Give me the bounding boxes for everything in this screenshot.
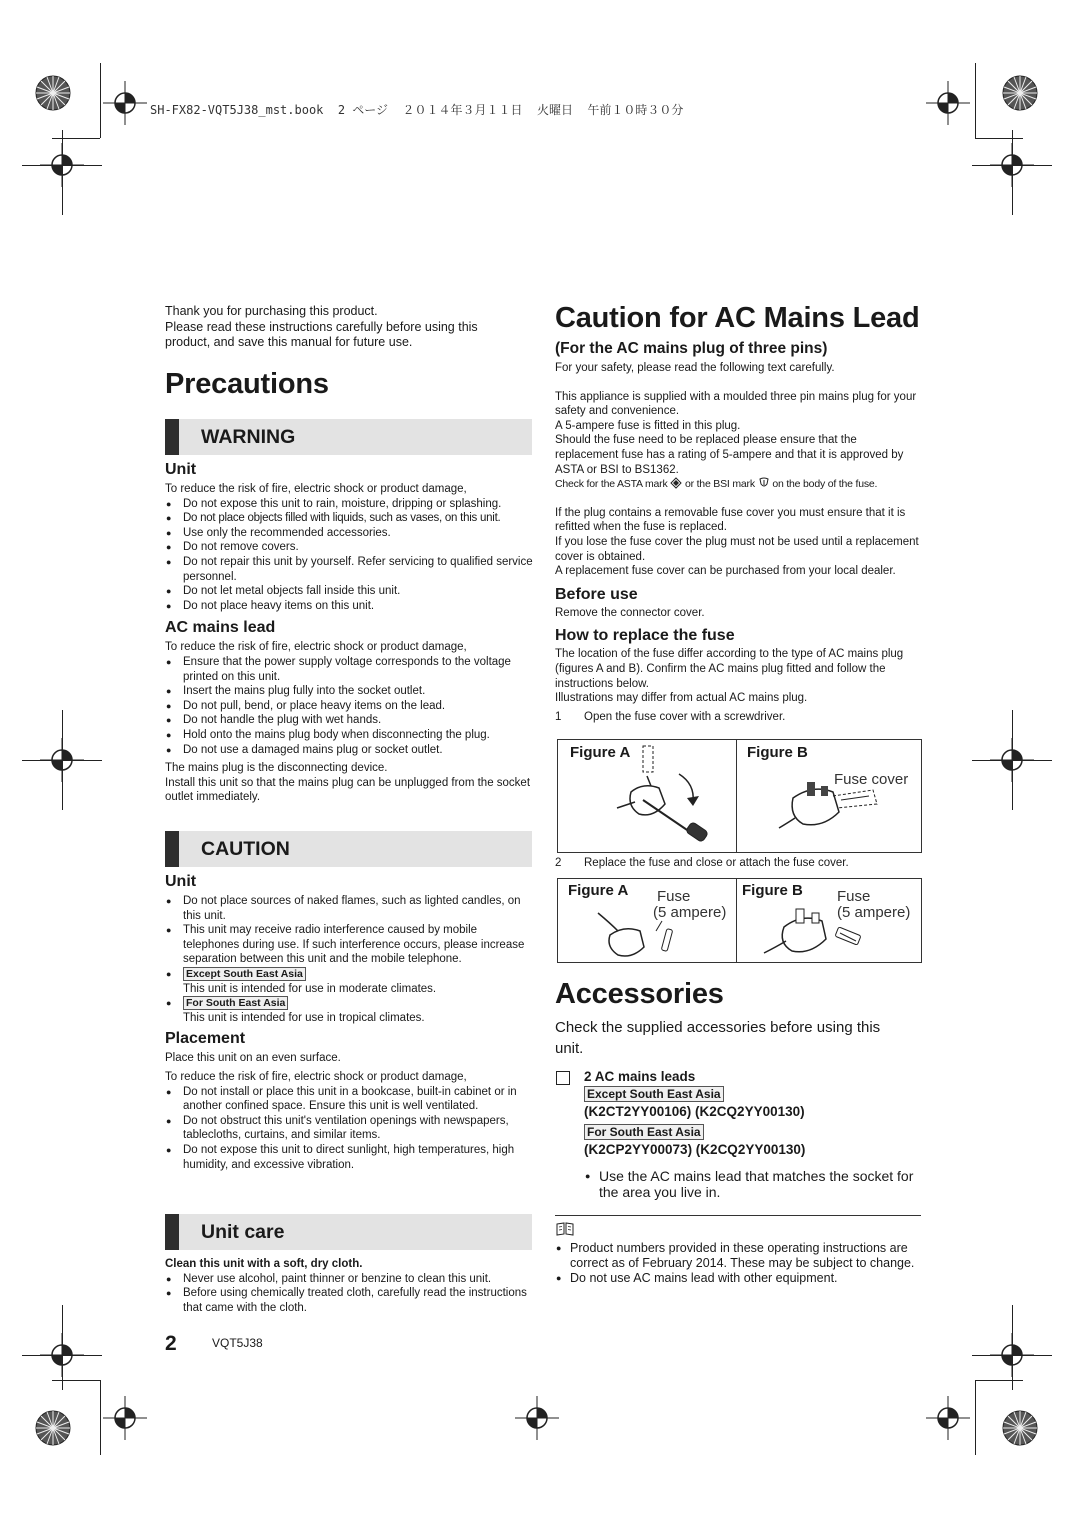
- list-item: ● Do not place sources of naked flames, such as lighted candles, on this unit.: [165, 894, 533, 923]
- list-item: ● Do not place objects filled with liquids, such as vases, on this unit.: [165, 511, 533, 526]
- list-item: ● Do not use AC mains lead with other equipment.: [555, 1271, 923, 1286]
- caution-ac-subtitle: (For the AC mains plug of three pins): [555, 340, 828, 357]
- fuse-label: Fuse: [837, 888, 871, 905]
- region-tag: For South East Asia: [183, 996, 288, 1010]
- warning-unit-lead: To reduce the risk of fire, electric shock or product damage,: [165, 483, 467, 495]
- climate-text: This unit is intended for use in moderate climates.: [183, 982, 437, 995]
- illustrations-note: Illustrations may differ from actual AC mains plug.: [555, 692, 808, 705]
- region-tag: For South East Asia: [584, 1124, 704, 1140]
- warning-band: [165, 419, 532, 455]
- step-number: 2: [555, 857, 562, 869]
- precautions-title: Precautions: [165, 368, 329, 400]
- replace-text: The location of the fuse differ according to the type of AC mains plug (figures A and B). Confirm the AC mains plug fitted and follow the instructions below.: [555, 648, 904, 690]
- figure-a-title: Figure A: [568, 882, 629, 899]
- ac-paragraph: A 5-ampere fuse is fitted in this plug.: [555, 419, 741, 432]
- list-item: ● Use only the recommended accessories.: [165, 526, 533, 541]
- check-text: or the BSI mark: [684, 478, 755, 491]
- placement-lead: To reduce the risk of fire, electric shock or product damage,: [165, 1070, 467, 1083]
- check-text: Check for the ASTA mark: [555, 478, 668, 491]
- step-2: [555, 856, 921, 871]
- list-item: ● Insert the mains plug fully into the socket outlet.: [165, 684, 533, 699]
- book-note-icon: [556, 1222, 574, 1236]
- safety-line: For your safety, please read the following text carefully.: [555, 362, 835, 374]
- warning-unit-list: [165, 497, 533, 614]
- step-number: 1: [555, 710, 562, 723]
- fuse-cover-label: Fuse cover: [834, 771, 909, 788]
- list-item: ● Do not place heavy items on this unit.: [165, 599, 533, 614]
- caution-band: [165, 831, 532, 867]
- ac-paragraph: If you lose the fuse cover the plug must not be used until a replacement cover is obtained.: [555, 535, 919, 563]
- caution-label: CAUTION: [201, 838, 290, 860]
- replace-fuse-heading: How to replace the fuse: [555, 627, 735, 645]
- ac-lead-lead: To reduce the risk of fire, electric shock or product damage,: [165, 641, 467, 654]
- list-item: ● Do not obstruct this unit's ventilation openings with newspapers, tablecloths, curtains, and similar items.: [165, 1114, 533, 1143]
- install-text: Install this unit so that the mains plug can be unplugged from the socket outlet immediately.: [165, 776, 531, 804]
- list-item: ● Do not expose this unit to direct sunlight, high temperatures, high humidity, and excessive vibration.: [165, 1143, 533, 1172]
- list-item: ● Do not handle the plug with wet hands.: [165, 713, 533, 728]
- list-item: ● Hold onto the mains plug body when disconnecting the plug.: [165, 728, 533, 743]
- list-item: ● Use the AC mains lead that matches the socket for the area you live in.: [584, 1168, 924, 1200]
- list-item: ● Do not repair this unit by yourself. Refer servicing to qualified service personnel.: [165, 555, 533, 584]
- part-numbers: (K2CT2YY00106) (K2CQ2YY00130): [584, 1104, 805, 1119]
- intro-line: Please read these instructions carefully before using this: [165, 319, 478, 334]
- list-item: ● Do not use a damaged mains plug or socket outlet.: [165, 743, 533, 758]
- part-numbers: (K2CP2YY00073) (K2CQ2YY00130): [584, 1142, 806, 1157]
- figure-table-open: [557, 739, 922, 853]
- list-item: [165, 967, 533, 996]
- step-1: [555, 710, 921, 725]
- step-text: Replace the fuse and close or attach the fuse cover.: [584, 857, 849, 869]
- page-number: 2: [165, 1332, 177, 1355]
- unit-care-list: [165, 1272, 533, 1316]
- list-item: ● Do not pull, bend, or place heavy items on the lead.: [165, 699, 533, 714]
- fuse-rating-label: (5 ampere): [837, 904, 911, 921]
- region-tag: Except South East Asia: [183, 967, 306, 981]
- accessory-label: 2 AC mains leads: [584, 1069, 696, 1084]
- list-item: ● This unit may receive radio interference caused by mobile telephones during use. If such interference occurs, please increase separation between this unit and the mobile telephone.: [165, 923, 533, 967]
- figure-b-title: Figure B: [747, 744, 808, 761]
- accessories-intro: [555, 1017, 925, 1059]
- check-marks-line: [555, 477, 921, 492]
- warning-unit-heading: Unit: [165, 461, 197, 478]
- region-tag: Except South East Asia: [584, 1086, 724, 1102]
- accessory-checkbox[interactable]: [556, 1071, 570, 1085]
- notes-divider: [555, 1215, 921, 1216]
- ac-paragraph: If the plug contains a removable fuse cover you must ensure that it is refitted when the fuse is replaced.: [555, 506, 906, 534]
- ac-paragraph: A replacement fuse cover can be purchased from your local dealer.: [555, 565, 896, 578]
- list-item: ● Never use alcohol, paint thinner or benzine to clean this unit.: [165, 1272, 533, 1287]
- unit-care-content: [165, 1257, 533, 1315]
- warning-content: [165, 461, 533, 805]
- plug-fuse-a-illustration: [596, 901, 686, 961]
- ac-paragraph: This appliance is supplied with a moulded three pin mains plug for your safety and convenience.: [555, 390, 917, 418]
- placement-text: Place this unit on an even surface.: [165, 1052, 341, 1065]
- ac-mains-lead-heading: AC mains lead: [165, 619, 276, 637]
- list-item: [165, 996, 533, 1025]
- before-use-text: Remove the connector cover.: [555, 606, 705, 619]
- warning-label: WARNING: [201, 426, 296, 448]
- intro-line: product, and save this manual for future use.: [165, 335, 413, 349]
- list-item: ● Before using chemically treated cloth, carefully read the instructions that came with the cloth.: [165, 1286, 533, 1315]
- before-use-heading: Before use: [555, 585, 638, 603]
- ac-paragraph: Should the fuse need to be replaced please ensure that the replacement fuse has a rating of 5-ampere and that it is approved by ASTA or BSI to BS1362.: [555, 434, 904, 476]
- list-item: ● Do not expose this unit to rain, moisture, dripping or splashing.: [165, 497, 533, 512]
- asta-mark-icon: [670, 477, 682, 489]
- print-header-line: SH-FX82-VQT5J38_mst.book 2 ページ ２０１４年３月１１日 火曜日 午前１０時３０分: [150, 103, 684, 117]
- intro-text: [165, 304, 535, 351]
- caution-unit-list: [165, 894, 533, 1025]
- unit-care-bold: Clean this unit with a soft, dry cloth.: [165, 1258, 363, 1270]
- notes: [555, 1241, 923, 1285]
- placement-list: [165, 1085, 533, 1173]
- figure-a-title: Figure A: [570, 744, 631, 761]
- ac-lead-list: [165, 655, 533, 757]
- unit-care-band: [165, 1214, 532, 1250]
- caution-content: [165, 873, 533, 1172]
- check-text: on the body of the fuse.: [772, 478, 878, 491]
- plug-fuse-b-illustration: [760, 897, 870, 959]
- accessories-intro-line: Check the supplied accessories before using this: [555, 1019, 881, 1036]
- disconnect-text: The mains plug is the disconnecting device.: [165, 762, 388, 775]
- placement-heading: Placement: [165, 1030, 246, 1048]
- caution-ac-title: Caution for AC Mains Lead: [555, 302, 920, 334]
- figure-b-title: Figure B: [742, 882, 803, 899]
- intro-line: Thank you for purchasing this product.: [165, 304, 378, 318]
- fuse-rating-label: (5 ampere): [653, 904, 727, 921]
- accessories-intro-line: unit.: [555, 1040, 584, 1057]
- document-code: VQT5J38: [212, 1336, 263, 1350]
- accessory-note-list: [584, 1168, 924, 1200]
- fuse-label: Fuse: [657, 888, 691, 905]
- plug-screwdriver-illustration: [603, 744, 723, 848]
- list-item: ● Do not remove covers.: [165, 540, 533, 555]
- bsi-mark-icon: [758, 477, 770, 489]
- caution-ac-body: [555, 361, 921, 724]
- step-text: Open the fuse cover with a screwdriver.: [584, 710, 786, 723]
- list-item: ● Do not install or place this unit in a bookcase, built-in cabinet or in another confined space. Ensure this unit is well ventilated.: [165, 1085, 533, 1114]
- climate-text: This unit is intended for use in tropical climates.: [183, 1011, 425, 1024]
- caution-unit-heading: Unit: [165, 873, 197, 890]
- accessories-title: Accessories: [555, 978, 724, 1010]
- list-item: ● Do not let metal objects fall inside this unit.: [165, 584, 533, 599]
- accessory-item: [584, 1069, 924, 1200]
- list-item: ● Ensure that the power supply voltage corresponds to the voltage printed on this unit.: [165, 655, 533, 684]
- unit-care-label: Unit care: [201, 1221, 285, 1243]
- plug-fuse-cover-illustration: [773, 768, 883, 848]
- figure-table-replace: [557, 878, 922, 963]
- list-item: ● Product numbers provided in these operating instructions are correct as of February 2014. These may be subject to change.: [555, 1241, 923, 1271]
